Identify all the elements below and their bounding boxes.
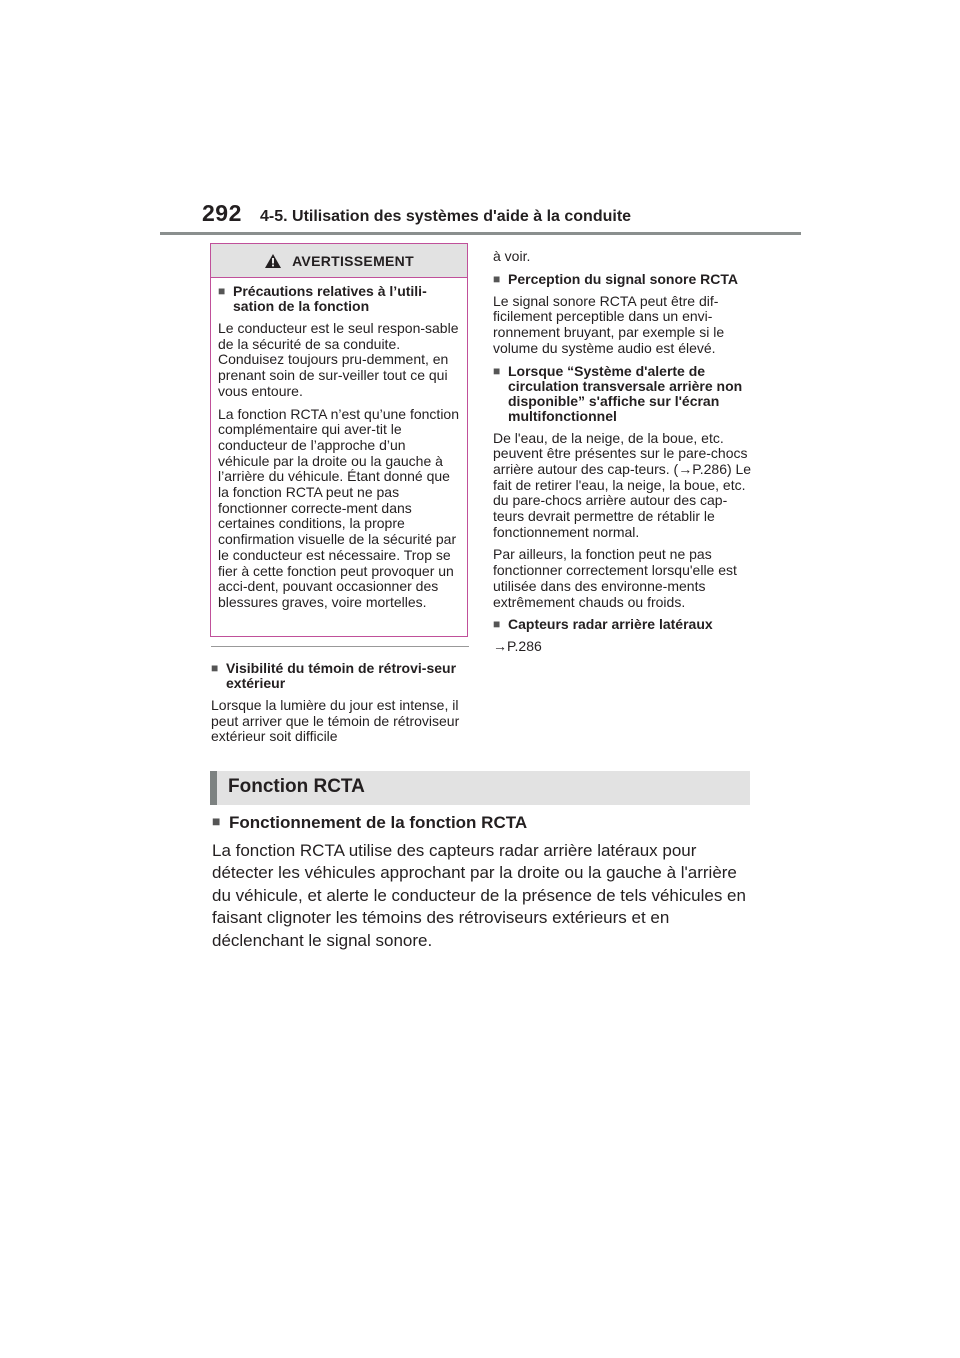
right-column (493, 249, 758, 662)
page-number: 292 (202, 200, 242, 226)
warning-paragraph-1: Le conducteur est le seul respon-sable de la sécurité de sa conduite. Conduisez toujours pru-demment, en prenant soin de sur-veiller tout ce qui vous entoure. (218, 320, 459, 399)
rcta-operation-section (212, 813, 757, 952)
warning-triangle-icon (264, 253, 282, 269)
warning-heading (218, 284, 460, 314)
unavailable-paragraph-1: De l'eau, de la neige, de la boue, etc. peuvent être présentes sur le pare-chocs arrière autour des cap-teurs. (→P.286) Le fait de retirer l'eau, la neige, la boue, etc. du pare-chocs arrière autour des cap-teurs devrait permettre de rétablir le fonctionnement normal. (493, 429, 752, 540)
left-column (211, 661, 469, 752)
unavailable-heading-text: Lorsque “Système d'alerte de circulation transversale arrière non disponible” s'affiche sur l'écran multifonctionnel (508, 362, 743, 424)
left-divider (211, 646, 469, 647)
header-rule (160, 232, 801, 235)
rcta-operation-heading-text: Fonctionnement de la fonction RCTA (229, 813, 528, 832)
square-bullet-icon: ■ (218, 284, 226, 298)
sound-heading (493, 272, 758, 287)
visibility-paragraph: Lorsque la lumière du jour est intense, il peut arriver que le témoin de rétroviseur extérieur soit difficile (211, 697, 460, 745)
sound-paragraph: Le signal sonore RCTA peut être dif-ficilement perceptible dans un envi-ronnement bruyant, par exemple si le volume du système audio est élevé. (493, 292, 725, 356)
warning-header (211, 244, 467, 278)
sensors-heading (493, 617, 758, 632)
square-bullet-icon: ■ (493, 363, 501, 378)
section-title: 4-5. Utilisation des systèmes d'aide à la conduite (260, 208, 632, 225)
warning-paragraph-2: La fonction RCTA n’est qu’une fonction complémentaire qui aver-tit le conducteur de l’approche d’un véhicule par la droite ou la gauche à l’arrière du véhicule. Étant donné que la fonction RCTA peut ne pas fonctionner correcte-ment dans certaines conditions, la propre confirmation visuelle de la sécurité par le conducteur est nécessaire. Trop se fier à cette fonction peut provoquer un acci-dent, pouvant occasionner des blessures graves, voire mortelles. (218, 405, 460, 610)
unavailable-paragraph-2: Par ailleurs, la fonction peut ne pas fonctionner correctement lorsqu'elle est utilisée dans des environne-ments extrêmement chauds ou froids. (493, 546, 737, 610)
square-bullet-icon: ■ (493, 271, 501, 286)
section-title-accent (210, 771, 217, 805)
square-bullet-icon: ■ (212, 813, 221, 829)
visibility-heading (211, 661, 469, 691)
sensors-heading-text: Capteurs radar arrière latéraux (508, 616, 713, 633)
continued-text: à voir. (493, 248, 531, 264)
sensors-reference[interactable]: →P.286 (493, 638, 542, 655)
section-title-rcta: Fonction RCTA (228, 776, 365, 797)
sound-heading-text: Perception du signal sonore RCTA (508, 270, 738, 287)
square-bullet-icon: ■ (493, 617, 501, 632)
visibility-heading-text: Visibilité du témoin de rétrovi-seur extérieur (226, 660, 457, 691)
warning-title: AVERTISSEMENT (292, 252, 414, 269)
rcta-operation-paragraph: La fonction RCTA utilise des capteurs radar arrière latéraux pour détecter les véhicules approchant par la droite ou la gauche à l'arrière du véhicule, et alerte le conducteur de la présence de tels véhicules en faisant clignoter les témoins des rétroviseurs extérieurs et en déclenchant le signal sonore. (212, 841, 746, 950)
warning-heading-text: Précautions relatives à l’utili-sation de la fonction (233, 283, 427, 314)
rcta-operation-heading (212, 813, 757, 833)
square-bullet-icon: ■ (211, 661, 219, 675)
unavailable-heading (493, 364, 758, 424)
warning-box (210, 243, 468, 637)
